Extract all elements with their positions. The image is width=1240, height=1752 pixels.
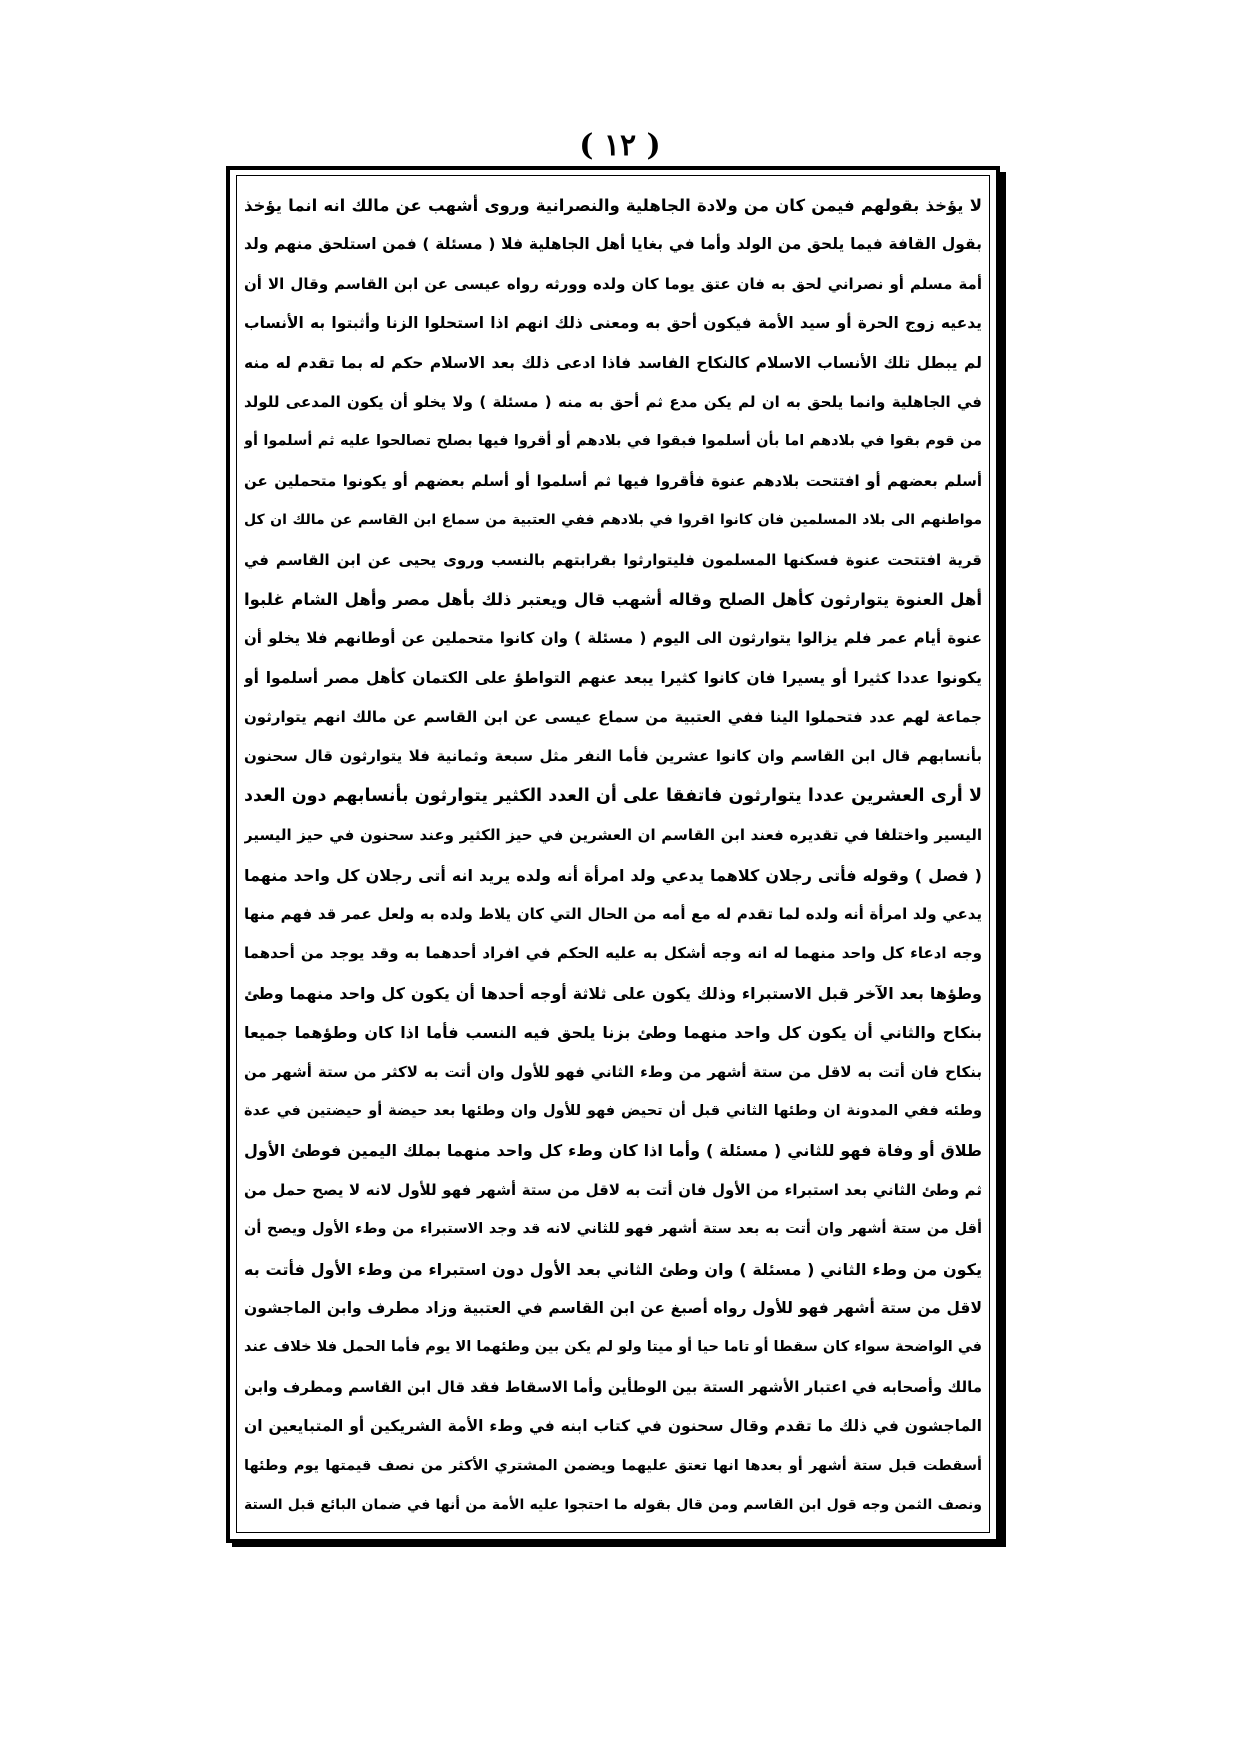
text-line: وطئه ففي المدونة ان وطئها الثاني قبل أن تحيض فهو للأول وان وطئها بعد حيضة أو حيضتين في عدة xyxy=(244,1102,982,1119)
text-line: جماعة لهم عدد فتحملوا الينا ففي العتبية من سماع عيسى عن ابن القاسم عن مالك انهم يتوارثون xyxy=(244,708,982,727)
text-line: أسلم بعضهم أو افتتحت بلادهم عنوة فأقروا فيها ثم أسلموا أو أسلم بعضهم أو يكونوا متحملين عن xyxy=(244,471,982,490)
text-line: مالك وأصحابه في اعتبار الأشهر الستة بين الوطأين وأما الاسقاط فقد قال ابن القاسم ومطرف وابن xyxy=(244,1377,982,1396)
text-line: عنوة أيام عمر فلم يزالوا يتوارثون الى اليوم ( مسئلة ) وان كانوا متحملين عن أوطانهم فلا يخلو أن xyxy=(244,629,982,648)
text-line: يدعي ولد امرأة أنه ولده لما تقدم له مع أمه من الحال التي كان يلاط ولده به ولعل عمر قد فهم منها xyxy=(244,905,982,924)
text-line: وطؤها بعد الآخر قبل الاستبراء وذلك يكون على ثلاثة أوجه أحدها أن يكون كل واحد منهما وطئ xyxy=(244,983,982,1003)
text-line: ثم وطئ الثاني بعد استبراء من الأول فان أتت به لاقل من ستة أشهر فهو للأول لانه لا يصح حمل من xyxy=(244,1180,982,1199)
text-line: لا أرى العشرين عددا يتوارثون فاتفقا على أن العدد الكثير يتوارثون بأنسابهم دون العدد xyxy=(244,785,982,806)
text-line: يكونوا عددا كثيرا أو يسيرا فان كانوا كثيرا يبعد عنهم التواطؤ على الكتمان كأهل مصر أسلموا أو xyxy=(244,668,982,687)
text-line: قرية افتتحت عنوة فسكنها المسلمون فليتوارثوا بقرابتهم بالنسب وروى يحيى عن ابن القاسم في xyxy=(244,550,982,569)
text-line: الماجشون في ذلك ما تقدم وقال سحنون في كتاب ابنه في وطء الأمة الشريكين أو المتبايعين ان xyxy=(244,1417,982,1436)
text-line: طلاق أو وفاة فهو للثاني ( مسئلة ) وأما اذا كان وطء كل واحد منهما بملك اليمين فوطئ الأول xyxy=(244,1141,982,1161)
text-line: ونصف الثمن وجه قول ابن القاسم ومن قال بقوله ما احتجوا عليه الأمة من أنها في ضمان البائع قبل الستة xyxy=(244,1496,982,1513)
text-line: بنكاح فان أتت به لاقل من ستة أشهر من وطء الثاني فهو للأول وان أتت به لاكثر من ستة أشهر من xyxy=(244,1062,982,1081)
text-line: اليسير واختلفا في تقديره فعند ابن القاسم ان العشرين في حيز الكثير وعند سحنون في حيز اليسير xyxy=(244,826,982,845)
text-line: أهل العنوة يتوارثون كأهل الصلح وقاله أشهب قال ويعتبر ذلك بأهل مصر وأهل الشام غلبوا xyxy=(244,589,982,609)
text-line: لم يبطل تلك الأنساب الاسلام كالنكاح الفاسد فاذا ادعى ذلك بعد الاسلام حكم له بما تقدم له منه xyxy=(244,353,982,372)
text-body xyxy=(244,186,982,1526)
text-line: بنكاح والثاني أن يكون كل واحد منهما وطئ بزنا يلحق فيه النسب فأما اذا كان وطؤهما جميعا xyxy=(244,1023,982,1043)
text-line: لا يؤخذ بقولهم فيمن كان من ولادة الجاهلية والنصرانية وروى أشهب عن مالك انه انما يؤخذ xyxy=(244,196,982,215)
text-line: من قوم بقوا في بلادهم اما بأن أسلموا فبقوا في بلادهم أو أقروا فيها بصلح تصالحوا عليه ثم أسلموا أو xyxy=(244,433,982,450)
text-line: أسقطت قبل ستة أشهر أو بعدها انها تعتق عليهما ويضمن المشتري الأكثر من نصف قيمتها يوم وطئها xyxy=(244,1457,982,1474)
text-line: ( فصل ) وقوله فأتى رجلان كلاهما يدعي ولد امرأة أنه ولده يريد انه أتى رجلان كل واحد منهما xyxy=(244,865,982,885)
text-line: أقل من ستة أشهر وان أتت به بعد ستة أشهر فهو للثاني لانه قد وجد الاستبراء من وطء الأول ويصح أن xyxy=(244,1221,982,1238)
frame-shadow-right xyxy=(1000,172,1006,1547)
text-line: يدعيه زوج الحرة أو سيد الأمة فيكون أحق به ومعنى ذلك انهم اذا استحلوا الزنا وأثبتوا به الأنساب xyxy=(244,314,982,333)
text-line: في الواضحة سواء كان سقطا أو تاما حيا أو ميتا ولو لم يكن بين وطئهما الا يوم فأما الحمل فلا خلاف عند xyxy=(244,1339,982,1356)
text-line: وجه ادعاء كل واحد منهما له انه وجه أشكل به عليه الحكم في افراد أحدهما به وقد يوجد من أحدهما xyxy=(244,944,982,963)
text-line: يكون من وطء الثاني ( مسئلة ) وان وطئ الثاني بعد الأول دون استبراء من وطء الأول فأتت به xyxy=(244,1259,982,1279)
text-line: في الجاهلية وانما يلحق به ان لم يكن مدع ثم أحق به منه ( مسئلة ) ولا يخلو أن يكون المدعى للولد xyxy=(244,392,982,411)
text-line: أمة مسلم أو نصراني لحق به فان عتق يوما كان ولده وورثه رواه عيسى عن ابن القاسم وقال الا أن xyxy=(244,274,982,293)
page-number: ( ١٢ ) xyxy=(579,128,661,163)
text-line: مواطنهم الى بلاد المسلمين فان كانوا اقروا في بلادهم ففي العتبية من سماع ابن القاسم عن مالك ان كل xyxy=(244,512,982,529)
text-line: بقول القافة فيما يلحق من الولد وأما في بغايا أهل الجاهلية فلا ( مسئلة ) فمن استلحق منهم ولد xyxy=(244,235,982,254)
text-line: لاقل من ستة أشهر فهو للأول رواه أصبغ عن ابن القاسم في العتبية وزاد مطرف وابن الماجشون xyxy=(244,1298,982,1317)
text-line: بأنسابهم قال ابن القاسم وان كانوا عشرين فأما النفر مثل سبعة وثمانية فلا يتوارثون قال سحنون xyxy=(244,747,982,766)
